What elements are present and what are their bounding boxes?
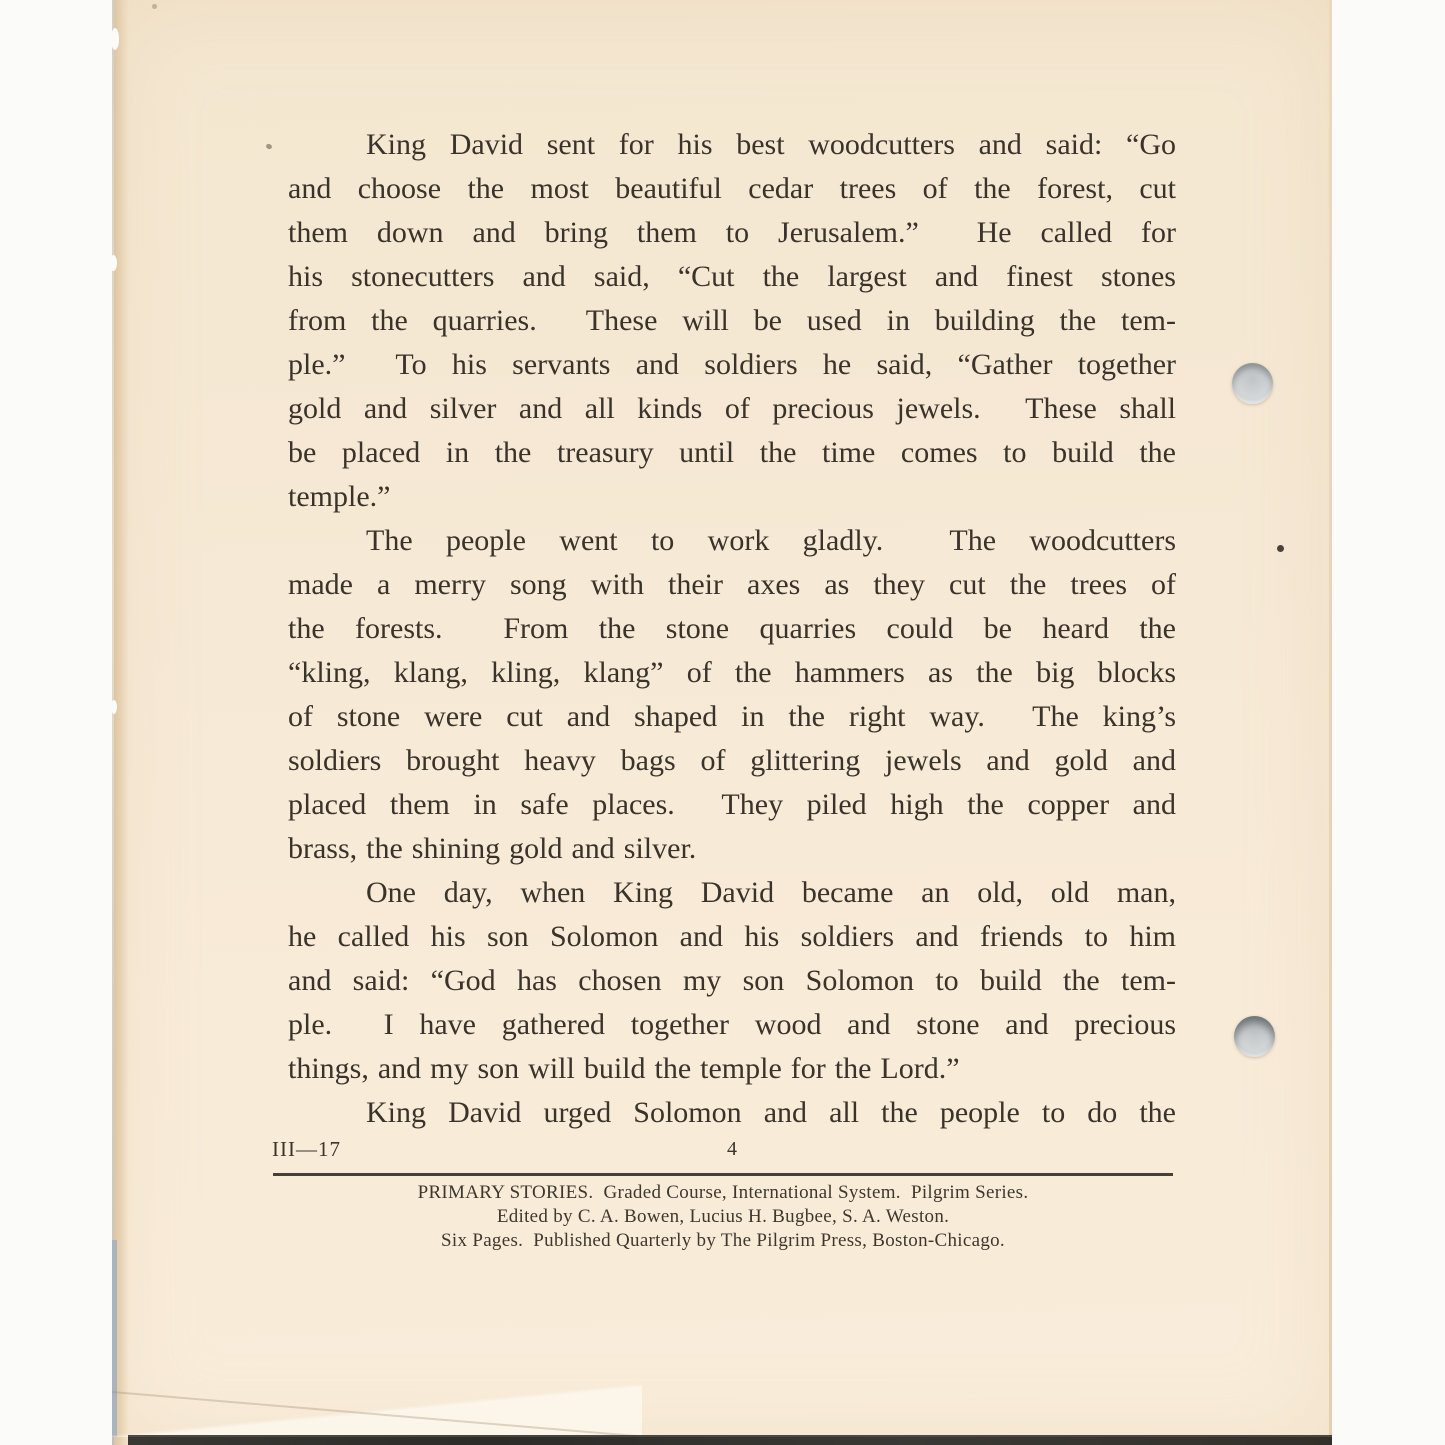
body-line: from the quarries. These will be used in building the tem- xyxy=(288,304,1176,337)
edge-notch xyxy=(111,28,119,50)
body-line: ple. I have gathered together wood and stone and precious xyxy=(288,1008,1176,1041)
body-line: and said: “God has chosen my son Solomon to build the tem- xyxy=(288,964,1176,997)
body-line: gold and silver and all kinds of precious jewels. These shall xyxy=(288,392,1176,425)
body-line: of stone were cut and shaped in the right way. The king’s xyxy=(288,700,1176,733)
body-line: and choose the most beautiful cedar trees of the forest, cut xyxy=(288,172,1176,205)
body-line: be placed in the treasury until the time comes to build the xyxy=(288,436,1176,469)
page-number: 4 xyxy=(727,1138,737,1160)
page-left-deckle-edge xyxy=(114,0,129,1445)
punch-hole-bottom xyxy=(1234,1016,1275,1057)
footer-rule xyxy=(273,1173,1173,1176)
edge-notch xyxy=(110,255,117,271)
body-line: them down and bring them to Jerusalem.” He called for xyxy=(288,216,1176,249)
paper-speck xyxy=(1277,545,1284,552)
edge-notch xyxy=(111,700,117,714)
paper-speck xyxy=(265,143,273,150)
body-line: The people went to work gladly. The woodcutters xyxy=(366,524,1176,557)
section-signature: III—17 xyxy=(272,1137,341,1161)
book-page xyxy=(112,0,1332,1445)
imprint-block xyxy=(273,1181,1173,1253)
body-line: the forests. From the stone quarries could be heard the xyxy=(288,612,1176,645)
punch-hole-top xyxy=(1232,363,1273,404)
body-line: he called his son Solomon and his soldiers and friends to him xyxy=(288,920,1176,953)
paper-speck xyxy=(152,4,157,9)
body-line: One day, when King David became an old, old man, xyxy=(366,876,1176,909)
imprint-line: Six Pages. Published Quarterly by The Pilgrim Press, Boston-Chicago. xyxy=(441,1230,1005,1251)
body-line: soldiers brought heavy bags of glittering jewels and gold and xyxy=(288,744,1176,777)
page-right-edge xyxy=(1329,0,1332,1445)
body-line: placed them in safe places. They piled high the copper and xyxy=(288,788,1176,821)
page-bottom-edge xyxy=(128,1435,1332,1445)
page-text-block xyxy=(272,123,1176,1253)
folio-row xyxy=(272,1137,1176,1165)
body-line: “kling, klang, kling, klang” of the hammers as the big blocks xyxy=(288,656,1176,689)
body-line: ple.” To his servants and soldiers he said, “Gather together xyxy=(288,348,1176,381)
body-line: temple.” xyxy=(288,480,391,513)
imprint-line: PRIMARY STORIES. Graded Course, International System. Pilgrim Series. xyxy=(417,1182,1029,1203)
body-line: brass, the shining gold and silver. xyxy=(288,832,697,865)
body-line: King David sent for his best woodcutters and said: “Go xyxy=(366,128,1176,161)
body-line: things, and my son will build the temple for the Lord.” xyxy=(288,1052,960,1085)
body-line: his stonecutters and said, “Cut the largest and finest stones xyxy=(288,260,1176,293)
body-line: King David urged Solomon and all the people to do the xyxy=(366,1096,1176,1129)
imprint-line: Edited by C. A. Bowen, Lucius H. Bugbee, S. A. Weston. xyxy=(496,1206,950,1227)
body-line: made a merry song with their axes as they cut the trees of xyxy=(288,568,1176,601)
